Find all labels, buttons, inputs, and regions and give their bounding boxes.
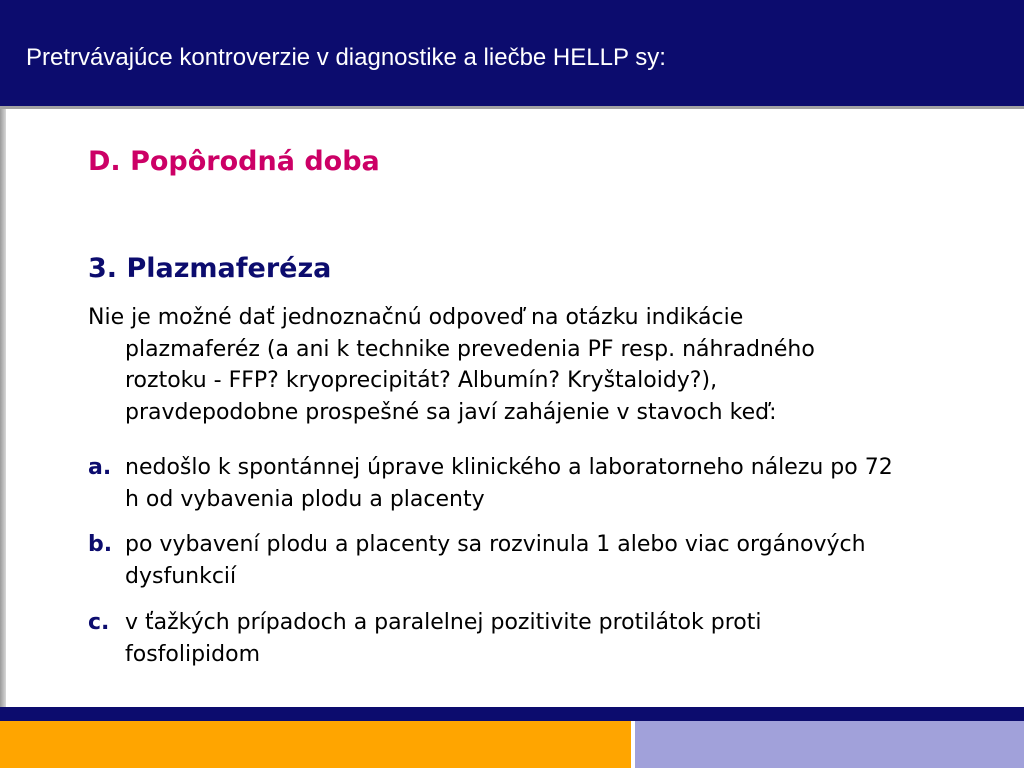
list-marker: b. xyxy=(88,532,113,557)
intro-line: Nie je možné dať jednoznačnú odpoveď na otázku indikácie xyxy=(88,305,744,330)
slide-title: Pretrvávajúce kontroverzie v diagnostike a liečbe HELLP sy: xyxy=(26,44,666,71)
list-item-line: h od vybavenia plodu a placenty xyxy=(125,486,485,512)
list-item-text xyxy=(88,607,1004,670)
list-item-text xyxy=(88,452,1004,515)
list-marker: c. xyxy=(88,610,110,635)
list-marker: a. xyxy=(88,455,112,480)
list-item-line: po vybavení plodu a placenty sa rozvinula 1 alebo viac orgánových xyxy=(125,532,866,557)
list-item-c xyxy=(88,607,1004,670)
list-item-line: nedošlo k spontánnej úprave klinického a laboratorneho nálezu po 72 xyxy=(125,455,893,480)
list-item-line: fosfolipidom xyxy=(125,641,261,667)
list-item-line: v ťažkých prípadoch a paralelnej pozitivite protilátok proti xyxy=(125,610,762,635)
list-item-a xyxy=(88,452,1004,515)
subsection-title: 3. Plazmaferéza xyxy=(88,253,332,284)
intro-line: pravdepodobne prospešné sa javí zahájenie v stavoch keď: xyxy=(125,399,777,425)
list-item-text xyxy=(88,529,1004,592)
footer-bar xyxy=(0,707,1024,721)
list-item-b xyxy=(88,529,1004,592)
intro-line: plazmaferéz (a ani k technike prevedenia PF resp. náhradného xyxy=(125,336,815,362)
section-title: D. Popôrodná doba xyxy=(88,146,380,177)
footer-lavender-block xyxy=(635,721,1024,768)
list-item-line: dysfunkcií xyxy=(125,563,237,589)
intro-paragraph xyxy=(88,302,928,428)
left-edge-shadow xyxy=(0,109,6,707)
footer-orange-block xyxy=(0,721,631,768)
intro-line: roztoku - FFP? kryoprecipitát? Albumín? Kryštaloidy?), xyxy=(125,368,718,393)
slide-header xyxy=(0,0,1024,109)
